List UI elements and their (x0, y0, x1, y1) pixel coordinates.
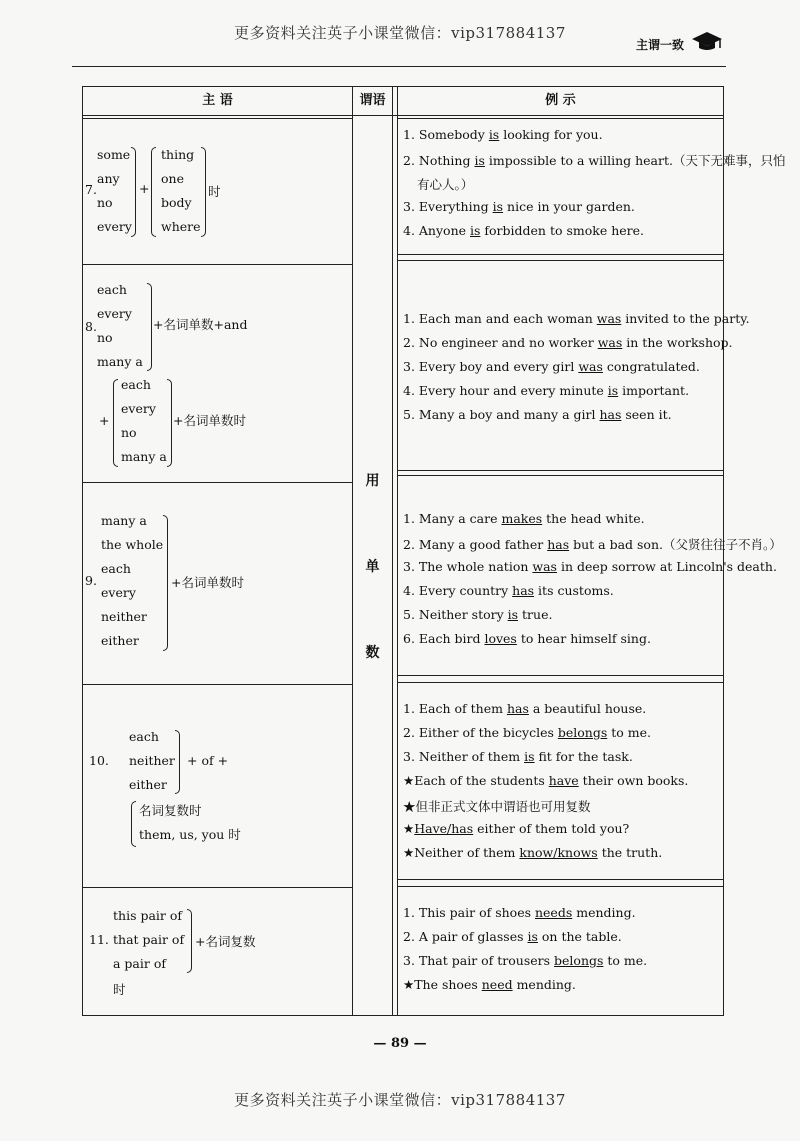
subject-word: every (97, 306, 132, 321)
subject-word: the whole (101, 537, 164, 552)
row-number: 11. (89, 932, 109, 947)
graduation-cap-icon (690, 30, 724, 52)
watermark-bottom: 更多资料关注英子小课堂微信：vip317884137 (234, 1091, 566, 1109)
column-divider (397, 87, 398, 1015)
example-line: 2. A pair of glasses is on the table. (403, 929, 622, 944)
right-brace (201, 147, 206, 237)
subject-word: either (101, 633, 139, 648)
subject-word: 时 (113, 982, 126, 997)
example-line: 5. Many a boy and many a girl has seen it. (403, 407, 672, 422)
subject-word: a pair of (113, 956, 166, 971)
watermark-top: 更多资料关注英子小课堂微信：vip317884137 (234, 24, 566, 42)
subject-tail: them, us, you 时 (139, 827, 241, 842)
subject-word: many a (101, 513, 147, 528)
page-number: — 89 — (373, 1036, 427, 1051)
row-divider (398, 118, 723, 119)
left-brace (113, 379, 118, 467)
subject-tail: +名词复数 (195, 934, 256, 949)
row-number: 7. (85, 182, 97, 197)
example-line: ★但非正式文体中谓语也可用复数 (403, 799, 591, 814)
row-number: 10. (89, 753, 109, 768)
predicate-char: 单 (365, 559, 380, 575)
row-number: 8. (85, 319, 97, 334)
example-line: 1. Many a care makes the head white. (403, 511, 645, 526)
right-brace (163, 515, 168, 651)
row-divider (83, 887, 352, 888)
header-rule (72, 66, 726, 67)
row-divider (83, 684, 352, 685)
example-line: ★Each of the students have their own books. (403, 773, 689, 788)
example-line: 1. Each of them has a beautiful house. (403, 701, 647, 716)
subject-word: either (129, 777, 167, 792)
row-divider (398, 475, 723, 476)
subject-word: one (161, 171, 184, 186)
subject-word: some (97, 147, 131, 162)
example-line: 1. This pair of shoes needs mending. (403, 905, 636, 920)
row-number: 9. (85, 573, 97, 588)
left-brace (151, 147, 156, 237)
example-line: ★Have/has either of them told you? (403, 821, 630, 836)
row-divider (398, 260, 723, 261)
right-brace (175, 730, 180, 794)
subject-word: every (97, 219, 132, 234)
subject-word: that pair of (113, 932, 185, 947)
row-divider (83, 118, 352, 119)
right-brace (147, 283, 152, 371)
subject-word: neither (101, 609, 147, 624)
row-divider (398, 682, 723, 683)
example-line: ★The shoes need mending. (403, 977, 576, 992)
example-line: 1. Somebody is looking for you. (403, 127, 603, 142)
example-line: 3. Everything is nice in your garden. (403, 199, 635, 214)
example-line: 4. Every hour and every minute is important. (403, 383, 690, 398)
subject-word: many a (121, 449, 167, 464)
subject-word: each (101, 561, 131, 576)
example-line: 3. That pair of trousers belongs to me. (403, 953, 648, 968)
subject-word: each (121, 377, 151, 392)
predicate-char: 数 (365, 645, 380, 661)
header-predicate: 谓语 (359, 93, 386, 108)
example-line: 2. Nothing is impossible to a willing heart.（天下无难事，只怕 (403, 153, 786, 168)
subject-word: where (161, 219, 201, 234)
right-brace (167, 379, 172, 467)
predicate-char: 用 (365, 473, 380, 489)
column-divider (392, 87, 393, 1015)
subject-suffix: 时 (208, 184, 221, 199)
subject-word: every (101, 585, 136, 600)
row-divider (398, 470, 723, 471)
example-line: 6. Each bird loves to hear himself sing. (403, 631, 651, 646)
plus-sign: + (99, 413, 110, 428)
row-divider (83, 482, 352, 483)
subject-tail: +名词单数时 (171, 575, 244, 590)
subject-word: thing (161, 147, 195, 162)
subject-word: neither (129, 753, 175, 768)
header-subject: 主 语 (202, 93, 233, 108)
subject-word: no (97, 195, 113, 210)
subject-word: any (97, 171, 120, 186)
subject-word: every (121, 401, 156, 416)
subject-word: each (97, 282, 127, 297)
subject-word: this pair of (113, 908, 183, 923)
subject-tail: +名词单数时 (173, 413, 246, 428)
left-brace (131, 801, 136, 847)
example-line: 2. Many a good father has but a bad son.（父贤往往子不肖。） (403, 537, 782, 552)
example-line: 1. Each man and each woman was invited to the party. (403, 311, 750, 326)
example-line: 2. No engineer and no worker was in the workshop. (403, 335, 733, 350)
row-divider (398, 254, 723, 255)
subject-tail: 名词复数时 (139, 803, 202, 818)
row-divider (83, 264, 352, 265)
right-brace (131, 147, 136, 237)
row-divider (398, 886, 723, 887)
row-divider (398, 879, 723, 880)
example-line: 3. The whole nation was in deep sorrow at Lincoln's death. (403, 559, 777, 574)
example-line: ★Neither of them know/knows the truth. (403, 845, 663, 860)
example-line: 2. Either of the bicycles belongs to me. (403, 725, 651, 740)
subject-mid: + of + (187, 753, 229, 768)
example-line: 3. Neither of them is fit for the task. (403, 749, 633, 764)
column-divider (352, 87, 353, 1015)
subject-word: body (161, 195, 192, 210)
example-line: 4. Anyone is forbidden to smoke here. (403, 223, 645, 238)
row-divider (398, 675, 723, 676)
subject-word: no (97, 330, 113, 345)
subject-word: each (129, 729, 159, 744)
brand-label: 主谓一致 (636, 38, 685, 52)
plus-sign: + (139, 181, 150, 196)
subject-tail: +名词单数+and (153, 317, 248, 332)
example-line: 3. Every boy and every girl was congratulated. (403, 359, 700, 374)
grammar-table (82, 86, 786, 1016)
example-line: 5. Neither story is true. (403, 607, 553, 622)
row-divider (83, 115, 723, 116)
subject-word: no (121, 425, 137, 440)
example-line: 有心人。） (417, 177, 474, 192)
subject-word: many a (97, 354, 143, 369)
example-line: 4. Every country has its customs. (403, 583, 614, 598)
header-examples: 例 示 (545, 93, 576, 108)
right-brace (187, 909, 192, 973)
